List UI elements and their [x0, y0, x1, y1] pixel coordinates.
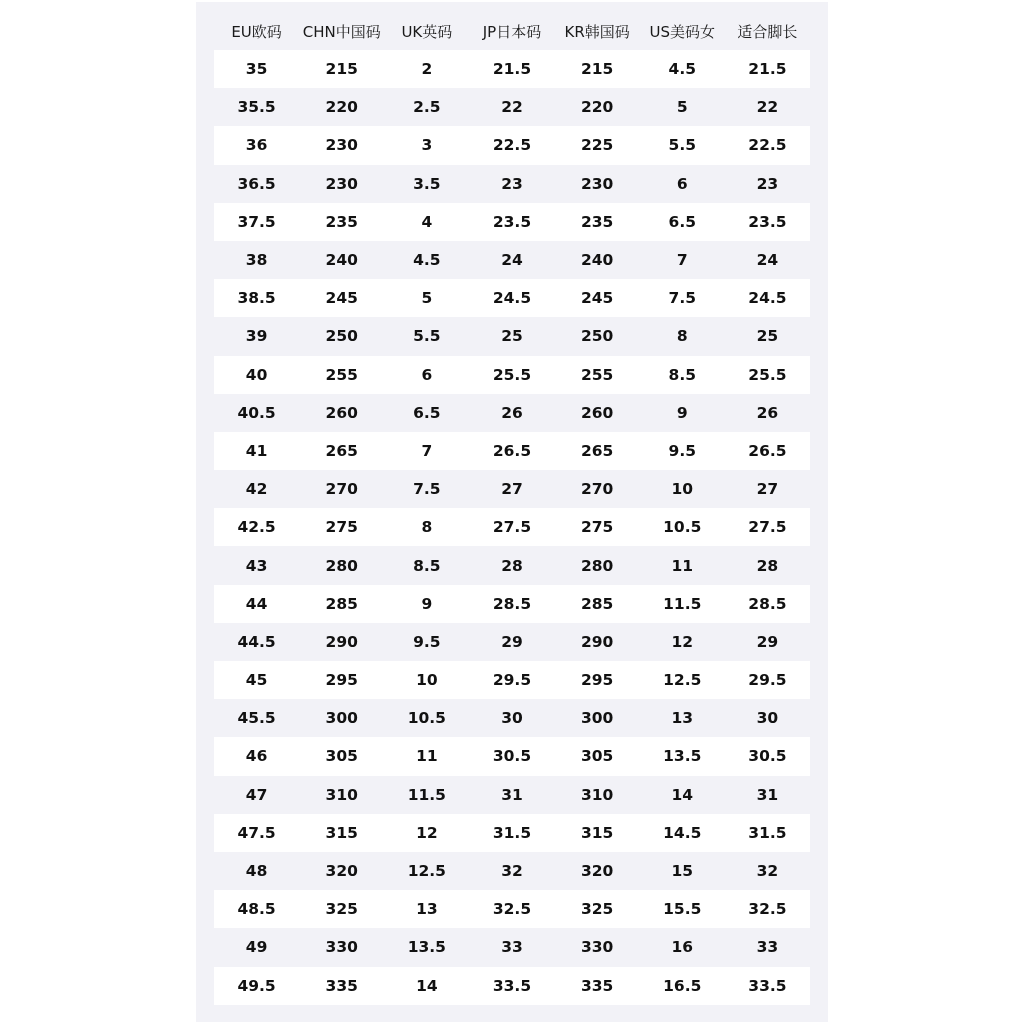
cell-chn: 330	[299, 928, 384, 966]
cell-uk: 3.5	[384, 165, 469, 203]
cell-us-women: 4.5	[640, 50, 725, 88]
cell-chn: 235	[299, 203, 384, 241]
cell-chn: 335	[299, 967, 384, 1005]
cell-chn: 230	[299, 126, 384, 164]
cell-uk: 10	[384, 661, 469, 699]
cell-uk: 11	[384, 737, 469, 775]
cell-foot-length: 29	[725, 623, 810, 661]
cell-kr: 265	[555, 432, 640, 470]
cell-foot-length: 22	[725, 88, 810, 126]
cell-uk: 9.5	[384, 623, 469, 661]
cell-foot-length: 26.5	[725, 432, 810, 470]
cell-kr: 295	[555, 661, 640, 699]
cell-us-women: 11	[640, 546, 725, 584]
cell-us-women: 5.5	[640, 126, 725, 164]
cell-jp: 33	[469, 928, 554, 966]
cell-kr: 225	[555, 126, 640, 164]
table-row	[214, 890, 810, 928]
cell-kr: 245	[555, 279, 640, 317]
cell-foot-length: 26	[725, 394, 810, 432]
cell-jp: 22.5	[469, 126, 554, 164]
cell-chn: 320	[299, 852, 384, 890]
cell-kr: 325	[555, 890, 640, 928]
cell-eu: 35.5	[214, 88, 299, 126]
cell-us-women: 12.5	[640, 661, 725, 699]
cell-us-women: 8.5	[640, 356, 725, 394]
cell-kr: 315	[555, 814, 640, 852]
cell-uk: 4.5	[384, 241, 469, 279]
cell-us-women: 5	[640, 88, 725, 126]
cell-kr: 220	[555, 88, 640, 126]
header-eu: EU欧码	[231, 22, 282, 41]
cell-us-women: 13	[640, 699, 725, 737]
cell-kr: 280	[555, 546, 640, 584]
cell-kr: 235	[555, 203, 640, 241]
cell-uk: 5	[384, 279, 469, 317]
cell-eu: 40.5	[214, 394, 299, 432]
cell-uk: 13	[384, 890, 469, 928]
table-row	[214, 165, 810, 203]
cell-chn: 275	[299, 508, 384, 546]
cell-jp: 31	[469, 776, 554, 814]
table-row	[214, 317, 810, 355]
cell-foot-length: 23.5	[725, 203, 810, 241]
table-row	[214, 470, 810, 508]
cell-kr: 230	[555, 165, 640, 203]
cell-jp: 25	[469, 317, 554, 355]
cell-eu: 38.5	[214, 279, 299, 317]
cell-uk: 2	[384, 50, 469, 88]
cell-uk: 2.5	[384, 88, 469, 126]
cell-us-women: 13.5	[640, 737, 725, 775]
cell-chn: 260	[299, 394, 384, 432]
cell-eu: 47.5	[214, 814, 299, 852]
header-uk: UK英码	[401, 22, 453, 41]
cell-foot-length: 31.5	[725, 814, 810, 852]
cell-eu: 44.5	[214, 623, 299, 661]
cell-us-women: 6.5	[640, 203, 725, 241]
cell-uk: 8.5	[384, 546, 469, 584]
cell-chn: 220	[299, 88, 384, 126]
cell-eu: 42	[214, 470, 299, 508]
cell-jp: 28	[469, 546, 554, 584]
cell-foot-length: 27.5	[725, 508, 810, 546]
cell-uk: 14	[384, 967, 469, 1005]
cell-jp: 27.5	[469, 508, 554, 546]
cell-eu: 48	[214, 852, 299, 890]
table-row	[214, 394, 810, 432]
table-row	[214, 737, 810, 775]
header-foot-length: 适合脚长	[737, 22, 798, 41]
cell-jp: 23.5	[469, 203, 554, 241]
cell-chn: 310	[299, 776, 384, 814]
cell-jp: 21.5	[469, 50, 554, 88]
cell-us-women: 7	[640, 241, 725, 279]
size-chart-table	[214, 12, 810, 1005]
cell-chn: 245	[299, 279, 384, 317]
cell-chn: 285	[299, 585, 384, 623]
cell-us-women: 15	[640, 852, 725, 890]
cell-kr: 215	[555, 50, 640, 88]
cell-us-women: 8	[640, 317, 725, 355]
cell-foot-length: 31	[725, 776, 810, 814]
header-jp: JP日本码	[482, 22, 542, 41]
cell-jp: 25.5	[469, 356, 554, 394]
header-kr: KR韩国码	[564, 22, 630, 41]
cell-foot-length: 27	[725, 470, 810, 508]
table-row	[214, 967, 810, 1005]
header-us-women: US美码女	[649, 22, 716, 41]
cell-chn: 255	[299, 356, 384, 394]
cell-chn: 280	[299, 546, 384, 584]
cell-us-women: 16	[640, 928, 725, 966]
header-row	[214, 12, 810, 50]
table-row	[214, 88, 810, 126]
cell-foot-length: 22.5	[725, 126, 810, 164]
cell-chn: 300	[299, 699, 384, 737]
cell-foot-length: 30	[725, 699, 810, 737]
table-row	[214, 50, 810, 88]
table-row	[214, 546, 810, 584]
cell-jp: 32	[469, 852, 554, 890]
cell-jp: 28.5	[469, 585, 554, 623]
cell-chn: 295	[299, 661, 384, 699]
cell-foot-length: 24	[725, 241, 810, 279]
cell-foot-length: 28.5	[725, 585, 810, 623]
cell-kr: 320	[555, 852, 640, 890]
cell-uk: 11.5	[384, 776, 469, 814]
cell-eu: 36	[214, 126, 299, 164]
table-row	[214, 203, 810, 241]
cell-us-women: 14	[640, 776, 725, 814]
cell-uk: 12	[384, 814, 469, 852]
cell-kr: 240	[555, 241, 640, 279]
cell-jp: 22	[469, 88, 554, 126]
header-chn: CHN中国码	[302, 22, 381, 41]
cell-eu: 49.5	[214, 967, 299, 1005]
cell-eu: 45	[214, 661, 299, 699]
cell-uk: 7	[384, 432, 469, 470]
cell-eu: 38	[214, 241, 299, 279]
table-row	[214, 356, 810, 394]
cell-eu: 48.5	[214, 890, 299, 928]
cell-kr: 275	[555, 508, 640, 546]
cell-kr: 330	[555, 928, 640, 966]
cell-kr: 250	[555, 317, 640, 355]
cell-uk: 13.5	[384, 928, 469, 966]
cell-us-women: 9.5	[640, 432, 725, 470]
cell-kr: 285	[555, 585, 640, 623]
cell-eu: 39	[214, 317, 299, 355]
cell-uk: 8	[384, 508, 469, 546]
cell-jp: 30	[469, 699, 554, 737]
cell-chn: 215	[299, 50, 384, 88]
cell-chn: 325	[299, 890, 384, 928]
cell-chn: 240	[299, 241, 384, 279]
table-row	[214, 432, 810, 470]
cell-eu: 43	[214, 546, 299, 584]
cell-kr: 270	[555, 470, 640, 508]
cell-chn: 250	[299, 317, 384, 355]
cell-jp: 29	[469, 623, 554, 661]
cell-us-women: 12	[640, 623, 725, 661]
cell-us-women: 10	[640, 470, 725, 508]
cell-uk: 6	[384, 356, 469, 394]
table-row	[214, 623, 810, 661]
cell-jp: 24	[469, 241, 554, 279]
cell-uk: 6.5	[384, 394, 469, 432]
cell-jp: 29.5	[469, 661, 554, 699]
cell-eu: 42.5	[214, 508, 299, 546]
cell-uk: 4	[384, 203, 469, 241]
cell-jp: 26	[469, 394, 554, 432]
table-row	[214, 699, 810, 737]
table-row	[214, 776, 810, 814]
cell-chn: 270	[299, 470, 384, 508]
table-row	[214, 661, 810, 699]
cell-kr: 255	[555, 356, 640, 394]
cell-eu: 41	[214, 432, 299, 470]
table-row	[214, 126, 810, 164]
cell-jp: 24.5	[469, 279, 554, 317]
cell-kr: 300	[555, 699, 640, 737]
cell-kr: 260	[555, 394, 640, 432]
table-row	[214, 241, 810, 279]
size-chart-panel	[196, 2, 828, 1022]
cell-uk: 3	[384, 126, 469, 164]
cell-us-women: 6	[640, 165, 725, 203]
cell-foot-length: 29.5	[725, 661, 810, 699]
cell-eu: 47	[214, 776, 299, 814]
cell-us-women: 9	[640, 394, 725, 432]
cell-chn: 265	[299, 432, 384, 470]
cell-us-women: 7.5	[640, 279, 725, 317]
cell-foot-length: 32.5	[725, 890, 810, 928]
cell-eu: 44	[214, 585, 299, 623]
cell-foot-length: 32	[725, 852, 810, 890]
cell-chn: 305	[299, 737, 384, 775]
cell-foot-length: 33	[725, 928, 810, 966]
size-rows	[214, 50, 810, 1005]
cell-uk: 10.5	[384, 699, 469, 737]
cell-eu: 35	[214, 50, 299, 88]
cell-foot-length: 25	[725, 317, 810, 355]
cell-jp: 32.5	[469, 890, 554, 928]
table-row	[214, 814, 810, 852]
cell-eu: 49	[214, 928, 299, 966]
table-row	[214, 508, 810, 546]
cell-chn: 315	[299, 814, 384, 852]
cell-jp: 27	[469, 470, 554, 508]
cell-uk: 12.5	[384, 852, 469, 890]
cell-eu: 40	[214, 356, 299, 394]
cell-kr: 305	[555, 737, 640, 775]
cell-uk: 5.5	[384, 317, 469, 355]
cell-uk: 9	[384, 585, 469, 623]
cell-eu: 46	[214, 737, 299, 775]
cell-kr: 335	[555, 967, 640, 1005]
cell-us-women: 14.5	[640, 814, 725, 852]
table-row	[214, 852, 810, 890]
cell-foot-length: 28	[725, 546, 810, 584]
cell-eu: 36.5	[214, 165, 299, 203]
cell-uk: 7.5	[384, 470, 469, 508]
cell-eu: 37.5	[214, 203, 299, 241]
cell-us-women: 10.5	[640, 508, 725, 546]
cell-us-women: 11.5	[640, 585, 725, 623]
cell-eu: 45.5	[214, 699, 299, 737]
cell-us-women: 15.5	[640, 890, 725, 928]
cell-foot-length: 23	[725, 165, 810, 203]
cell-foot-length: 21.5	[725, 50, 810, 88]
cell-jp: 33.5	[469, 967, 554, 1005]
table-row	[214, 279, 810, 317]
cell-kr: 290	[555, 623, 640, 661]
cell-kr: 310	[555, 776, 640, 814]
cell-chn: 290	[299, 623, 384, 661]
cell-us-women: 16.5	[640, 967, 725, 1005]
cell-jp: 26.5	[469, 432, 554, 470]
table-row	[214, 928, 810, 966]
cell-chn: 230	[299, 165, 384, 203]
cell-foot-length: 33.5	[725, 967, 810, 1005]
cell-foot-length: 24.5	[725, 279, 810, 317]
cell-foot-length: 25.5	[725, 356, 810, 394]
cell-foot-length: 30.5	[725, 737, 810, 775]
cell-jp: 31.5	[469, 814, 554, 852]
cell-jp: 23	[469, 165, 554, 203]
table-row	[214, 585, 810, 623]
cell-jp: 30.5	[469, 737, 554, 775]
